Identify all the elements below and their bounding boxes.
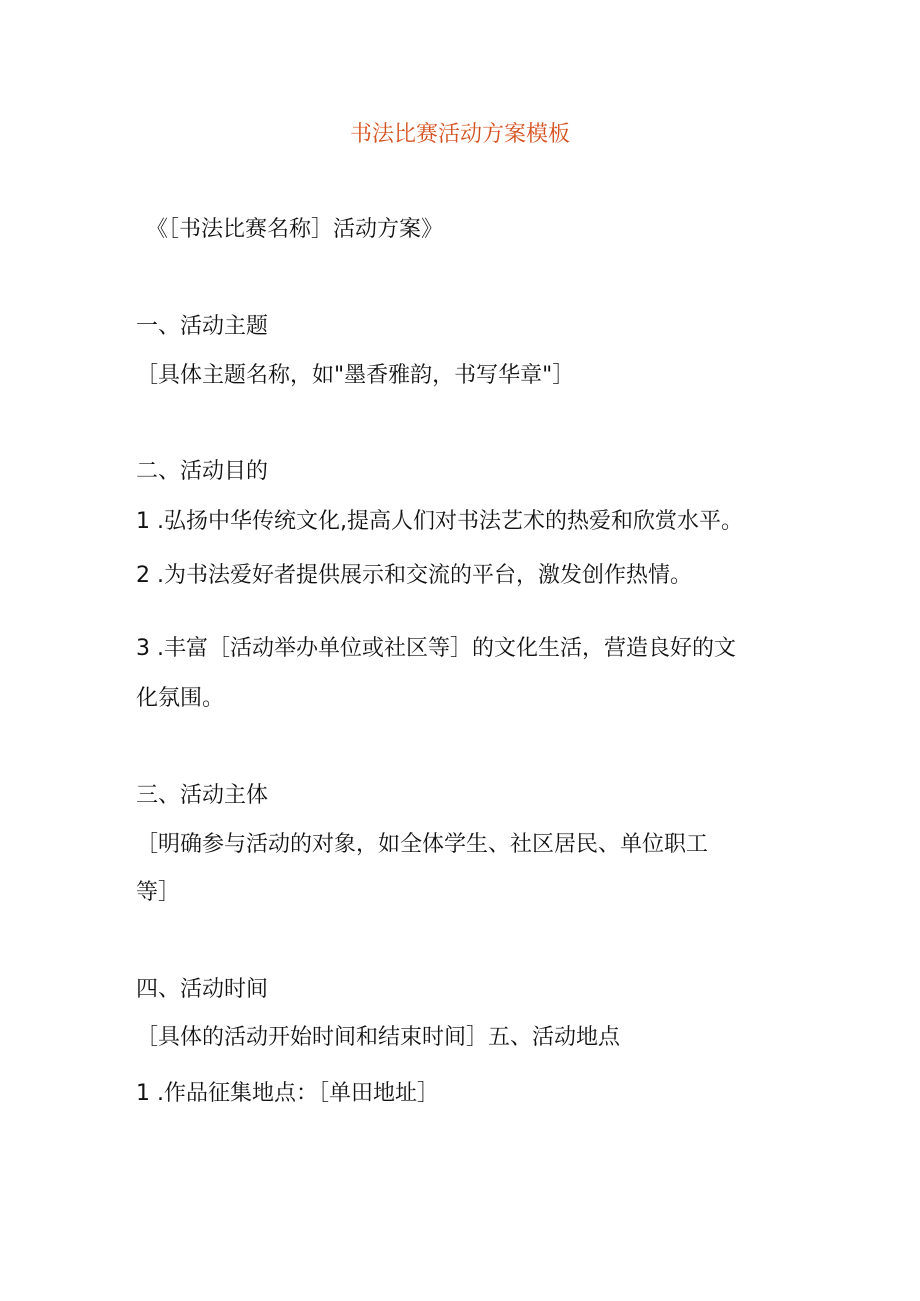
section-text-theme: ［具体主题名称，如"墨香雅韵，书写华章"］ (136, 363, 575, 388)
section-heading-time: 四、活动时间 (136, 977, 269, 1002)
document-title: 书法比赛活动方案模板 (349, 122, 570, 147)
purpose-item-3: 3 .丰富［活动举办单位或社区等］的文化生活，营造良好的文 (136, 636, 736, 661)
section-text-time: ［具体的活动开始时间和结束时间］五、活动地点 (136, 1025, 621, 1050)
section-heading-participants: 三、活动主体 (136, 783, 269, 808)
purpose-item-2: 2 .为书法爱好者提供展示和交流的平台，激发创作热情。 (136, 563, 692, 588)
section-text-participants: ［明确参与活动的对象，如全体学生、社区居民、单位职工 (136, 832, 709, 857)
section-heading-theme: 一、活动主题 (136, 314, 269, 339)
purpose-item-1: 1 .弘扬中华传统文化,提高人们对书法艺术的热爱和欣赏水平。 (136, 509, 743, 534)
plan-subtitle: 《［书法比赛名称］活动方案》 (146, 217, 444, 242)
venue-item-1: 1 .作品征集地点：［单田地址］ (136, 1081, 439, 1106)
purpose-item-3-continuation: 化氛围。 (136, 686, 225, 711)
section-heading-purpose: 二、活动目的 (136, 459, 269, 484)
section-text-participants-continuation: 等］ (136, 880, 181, 905)
